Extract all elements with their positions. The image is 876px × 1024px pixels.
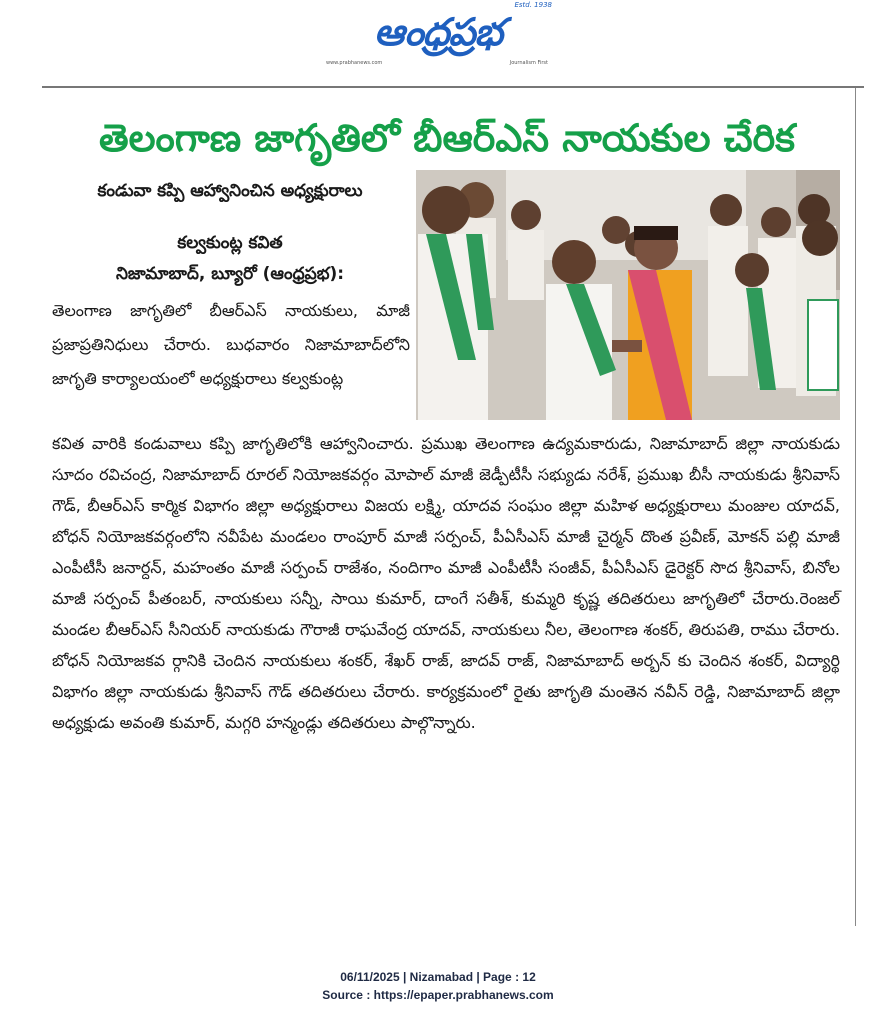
right-column-divider xyxy=(855,88,856,926)
newspaper-logo xyxy=(322,1,554,66)
page-footer xyxy=(0,968,876,1004)
masthead xyxy=(0,0,876,86)
footer-source-link[interactable]: Source : https://epaper.prabhanews.com xyxy=(322,988,554,1002)
footer-edition-info: 06/11/2025 | Nizamabad | Page : 12 xyxy=(340,970,536,984)
article-body-main: కవిత వారికి కండువాలు కప్పి జాగృతిలోకి ఆహ్వానించారు. ప్రముఖ తెలంగాణ ఉద్యమకారుడు, నిజామాబాద్ జిల్లా నాయకుడు సూదం రవిచంద్ర, నిజామాబాద్ రూరల్ నియోజకవర్గం మోపాల్ మాజీ జెడ్పీటీసీ సభ్యుడు నరేశ్, ప్రముఖ బీసీ నాయకుడు శ్రీనివాస్ గౌడ్, బీఆర్ఎస్ కార్మిక విభాగం జిల్లా అధ్యక్షురాలు విజయ లక్ష్మి, యాదవ సంఘం జిల్లా మహిళ అధ్యక్షురాలు మంజుల యాదవ్, బోధన్ నియోజకవర్గంలోని నవీపేట మండలం రాంపూర్ మాజీ సర్పంచ్, పీఏసీఎస్ మాజీ చైర్మన్ దొంత ప్రవీణ్, మోకన్ పల్లి మాజీ ఎంపీటీసీ జనార్దన్, మహంతం మాజీ సర్పంచ్ రాజేశం, నందిగాం మాజీ ఎంపీటీసీ సంజీవ్, పీఏసీఎస్ డైరెక్టర్ సొద శ్రీనివాస్, బినోల మాజీ సర్పంచ్ పీతంబర్, నాయకులు సన్నీ, సాయి కుమార్, దాంగే సతీశ్, కుమ్మరి కృష్ణ తదితరులు జాగృతిలో చేరారు.రెంజల్ మండల బీఆర్ఎస్ సీనియర్ నాయకుడు గౌరాజీ రాఘవేంద్ర యాదవ్, నాయకులు నీల, తెలంగాణ శంకర్, తిరుపతి, రాము చేరారు. బోధన్ నియోజకవ ర్గానికి చెందిన నాయకులు శంకర్, శేఖర్ రాజ్, జాదవ్ రాజ్, నిజామాబాద్ అర్బన్ కు చెందిన శంకర్, విద్యార్థి విభాగం జిల్లా నాయకుడు శ్రీనివాస్ గౌడ్ తదితరులు చేరారు. కార్యక్రమంలో రైతు జాగృతి మంతెన నవీన్ రెడ్డి, నిజామాబాద్ జిల్లా అధ్యక్షుడు అవంతి కుమార్, మగ్గరి హన్మండ్లు తదితరులు పాల్గొన్నారు. xyxy=(52,434,840,732)
article-subhead-line1: కండువా కప్పి ఆహ్వానించిన అధ్యక్షురాలు xyxy=(97,181,363,201)
event-photo-illustration xyxy=(416,170,840,420)
logo-tagline: Journalism First xyxy=(509,60,548,66)
top-divider xyxy=(42,86,864,88)
article-dateline: నిజామాబాద్, బ్యూరో (ఆంధ్రప్రభ): xyxy=(115,264,345,284)
logo-estd: Estd. 1938 xyxy=(514,1,552,9)
article-headline: తెలంగాణ జాగృతిలో బీఆర్ఎస్ నాయకుల చేరిక xyxy=(99,116,795,160)
logo-wordmark: ఆంధ్రప్రభ xyxy=(374,10,502,54)
article-body-intro: తెలంగాణ జాగృతిలో బీఆర్ఎస్ నాయకులు, మాజీ ప్రజాప్రతినిధులు చేరారు. బుధవారం నిజామాబాద్‌లోని జాగృతి కార్యాలయంలో అధ్యక్షురాలు కల్వకుంట్ల xyxy=(52,301,410,388)
article-subhead-line2: కల్వకుంట్ల కవిత xyxy=(177,233,283,253)
logo-site: www.prabhanews.com xyxy=(326,60,383,66)
article-photo xyxy=(416,170,840,420)
